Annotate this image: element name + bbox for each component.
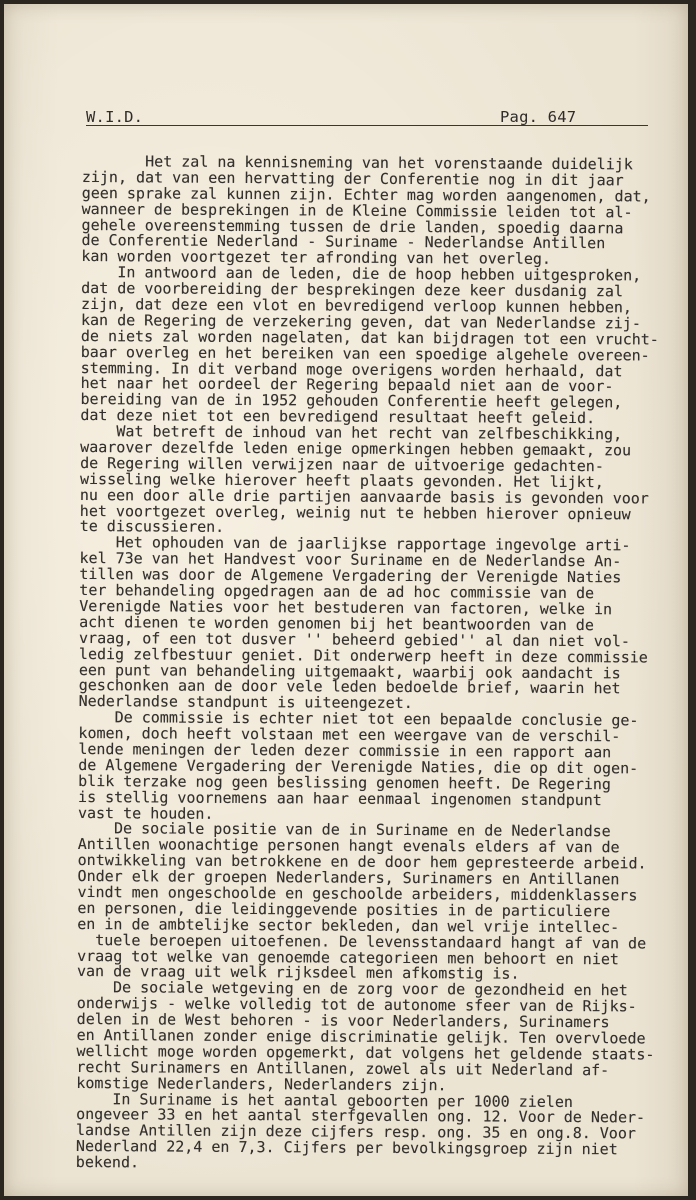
text-line: en Antillanen zonder enige discriminatie gelijk. Ten overvloede: [76, 1025, 646, 1048]
text-line: waarover dezelfde leden enige opmerkingen hebben gemaakt, zou: [80, 438, 632, 460]
text-line: en in de ambtelijke sector bekleden, dan wel vrije intellec-: [77, 914, 620, 937]
document-page: [4, 4, 688, 1196]
text-line: Verenigde Naties voor het bestuderen van factoren, welke in: [79, 596, 613, 619]
text-line: geschonken aan de door vele leden bedoelde brief, waarin het: [78, 676, 621, 698]
text-line: kel 73e van het Handvest voor Suriname en de Nederlandse An-: [79, 549, 622, 571]
text-line: vraag tot welke van genoemde categorieen men behoort en niet: [77, 946, 620, 968]
typewritten-body: [76, 154, 682, 1175]
text-line: ledig zelfbestuur geniet. Dit onderwerp heeft in deze commissie: [78, 644, 648, 667]
text-line: bereiding van de in 1952 gehouden Conferentie heeft gelegen,: [80, 390, 623, 412]
text-line: dat de voorbereiding der besprekingen deze keer dusdanig zal: [81, 279, 624, 301]
text-line: landse Antillen zijn deze cijfers resp. ong. 35 en ong.8. Voor: [75, 1121, 637, 1143]
text-line: nu een door alle drie partijen aanvaarde basis is gevonden voor: [79, 485, 649, 508]
page-number: Pag. 647: [500, 108, 577, 126]
text-line: de niets zal worden nagelaten, dat kan bijdragen tot een vrucht-: [80, 326, 659, 349]
text-line: In Suriname is het aantal geboorten per 1000 zielen: [76, 1089, 573, 1111]
text-line: ter behandeling opgedragen aan de ad hoc commissie van de: [79, 581, 595, 603]
text-line: bekend.: [75, 1153, 140, 1172]
text-line: vraag, of een tot dusver '' beheerd gebied'' al dan niet vol-: [78, 628, 630, 651]
text-line: wanneer de besprekingen in de Kleine Commissie leiden tot al-: [81, 199, 633, 222]
text-line: tuele beroepen uitoefenen. De levensstandaard hangt af van de: [77, 930, 647, 953]
text-line: de Conferentie Nederland - Suriname - Nederlandse Antillen: [81, 231, 606, 253]
text-line: de Algemene Vergadering der Verenigde Naties, die op dit ogen-: [78, 755, 639, 778]
text-line: acht dienen te worden genomen bij het beantwoorden van de: [79, 612, 594, 634]
text-line: van de vraag uit welk rijksdeel men afkomstig is.: [76, 962, 520, 984]
page-header: [86, 108, 648, 130]
text-line: wellicht moge worden opgemerkt, dat volgens het geldende staats-: [76, 1041, 655, 1064]
text-line: Nederlandse standpunt is uiteengezet.: [78, 692, 413, 713]
text-line: het voortgezet overleg, weinig nut te hebben hierover opnieuw: [79, 501, 631, 523]
text-line: stemming. In dit verband moge overigens worden herhaald, dat: [80, 358, 623, 380]
text-line: kan worden voortgezet ter afronding van het overleg.: [81, 247, 552, 269]
text-line: Antillen woonachtige personen hangt evenals elders af van de: [77, 835, 620, 857]
text-line: komstige Nederlanders, Nederlanders zijn.: [76, 1073, 447, 1094]
text-line: zijn, dat van een hervatting der Conferentie nog in dit jaar: [81, 167, 624, 190]
text-line: Nederland 22,4 en 7,3. Cijfers per bevolkingsgroep zijn niet: [75, 1137, 618, 1159]
text-line: is stellig voornemens aan haar eenmaal ingenomen standpunt: [78, 787, 602, 809]
text-line: recht Surinamers en Antillanen, zowel als uit Nederland af-: [76, 1057, 610, 1080]
text-line: komen, doch heeft volstaan met een weergave van de verschil-: [78, 724, 621, 746]
text-line: een punt van behandeling uitgemaakt, waarbij ook aandacht is: [78, 660, 621, 682]
text-line: en personen, die leidinggevende posities in de particuliere: [77, 898, 611, 921]
text-line: vast te houden.: [77, 803, 214, 823]
text-line: het naar het oordeel der Regering bepaald niet aan de voor-: [80, 374, 614, 396]
text-line: ontwikkeling van betrokkene en de door hem gepresteerde arbeid.: [77, 851, 647, 873]
text-line: te discussieren.: [79, 517, 225, 537]
text-line: vindt men ongeschoolde en geschoolde arbeiders, middenklassers: [77, 882, 638, 905]
text-line: kan de Regering de verzekering geven, dat van Nederlandse zij-: [80, 310, 641, 333]
text-line: blik terzake nog geen beslissing genomen heeft. De Regering: [78, 771, 612, 793]
text-line: De sociale wetgeving en de zorg voor de gezondheid en het: [76, 978, 628, 1000]
text-line: gehele overeenstemming tussen de drie landen, spoedig daarna: [81, 215, 624, 237]
text-line: dat deze niet tot een bevredigend resultaat heeft geleid.: [80, 406, 596, 428]
text-line: delen in de West behoren - is voor Nederlanders, Surinamers: [76, 1010, 610, 1032]
text-line: Het ophouden van de jaarlijkse rapportage ingevolge arti-: [79, 533, 631, 555]
text-line: de Regering willen verwijzen naar de uitvoerige gedachten-: [80, 453, 604, 476]
text-line: baar overleg en het bereiken van een spoedige algehele overeen-: [80, 342, 650, 365]
text-line: onderwijs - welke volledig tot de autonome sfeer van de Rijks-: [76, 994, 637, 1016]
text-line: tillen was door de Algemene Vergadering der Verenigde Naties: [79, 565, 622, 587]
text-line: De sociale positie van de in Suriname en de Nederlandse: [77, 819, 611, 841]
text-line: Onder elk der groepen Nederlanders, Surinamers en Antillanen: [77, 867, 620, 889]
text-line: geen sprake zal kunnen zijn. Echter mag worden aangenomen, dat,: [81, 183, 651, 206]
text-line: De commissie is echter niet tot een bepaalde conclusie ge-: [78, 708, 639, 730]
text-line: zijn, dat deze een vlot en bevredigend verloop kunnen hebben,: [81, 295, 633, 317]
text-line: In antwoord aan de leden, die de hoop hebben uitgesproken,: [81, 263, 642, 285]
text-line: wisseling welke hierover heeft plaats gevonden. Het lijkt,: [79, 469, 604, 492]
text-line: lende meningen der leden dezer commissie in een rapport aan: [78, 739, 612, 762]
document-code: W.I.D.: [86, 108, 144, 126]
text-line: ongeveer 33 en het aantal sterfgevallen ong. 12. Voor de Neder-: [76, 1105, 646, 1127]
text-line: Het zal na kennisneming van het vorenstaande duidelijk: [81, 152, 633, 174]
text-line: Wat betreft de inhoud van het recht van zelfbeschikking,: [80, 422, 623, 444]
